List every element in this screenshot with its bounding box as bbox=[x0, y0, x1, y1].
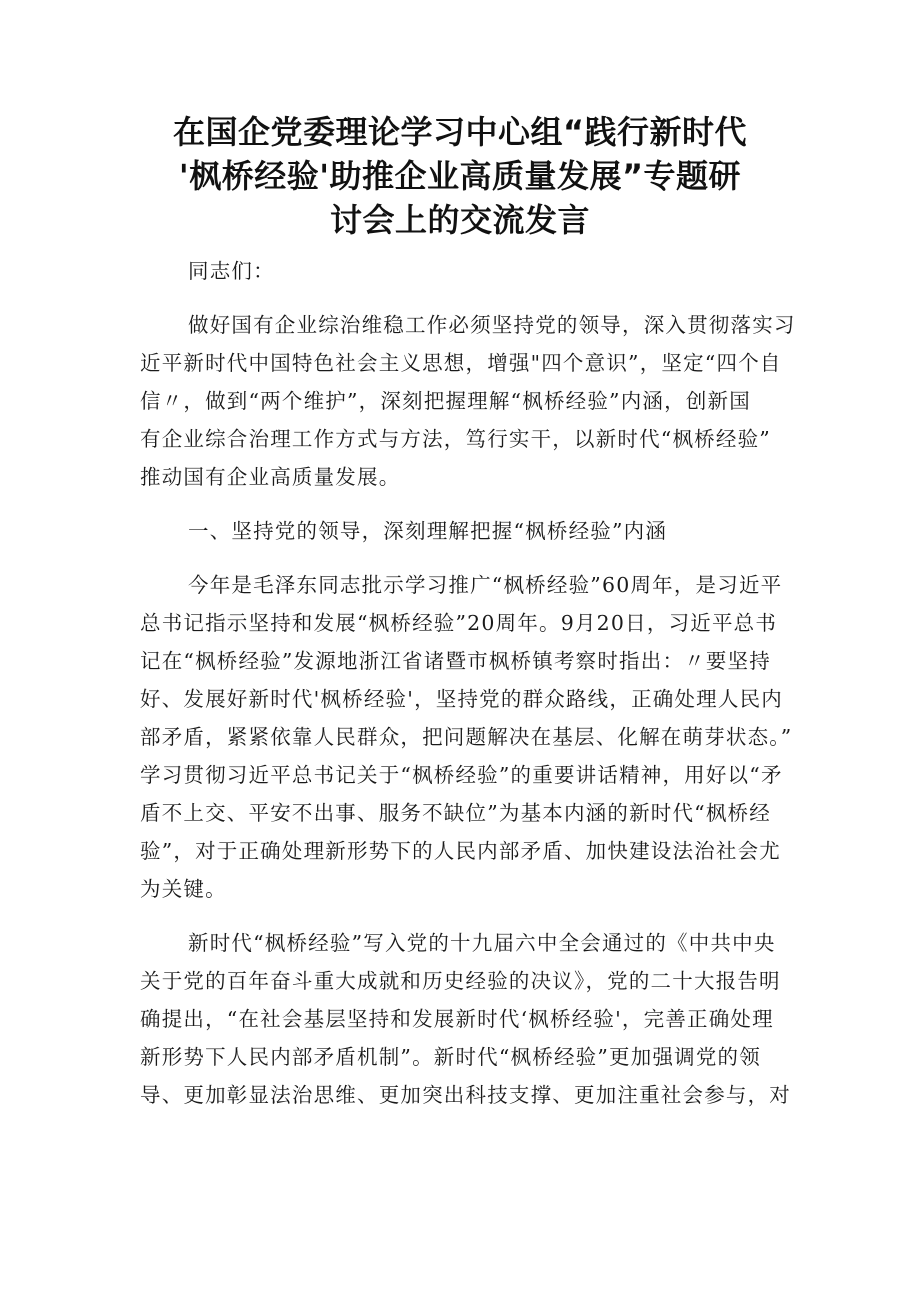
paragraph-line: 学习贯彻习近平总书记关于“枫桥经验”的重要讲话精神，用好以“矛 bbox=[140, 763, 783, 787]
paragraph-line: 为关键。 bbox=[140, 877, 227, 901]
paragraph-line: 关于党的百年奋斗重大成就和历史经验的决议》，党的二十大报告明 bbox=[140, 969, 781, 993]
paragraph-new-era bbox=[140, 924, 800, 1114]
paragraph-intro bbox=[140, 306, 800, 496]
title-line: 在国企党委理论学习中心组“践行新时代 bbox=[172, 113, 748, 151]
paragraph-line: 部矛盾，紧紧依靠人民群众，把问题解决在基层、化解在萌芽状态。” bbox=[140, 725, 793, 749]
section-heading-text: 一、坚持党的领导，深刻理解把握“枫桥经验”内涵 bbox=[188, 519, 668, 543]
title-line: 讨会上的交流发言 bbox=[329, 201, 590, 239]
paragraph-line: 新时代“枫桥经验”写入党的十九届六中全会通过的《中共中央 bbox=[188, 931, 776, 955]
paragraph-line: 导、更加彰显法治思维、更加突出科技支撑、更加注重社会参与，对 bbox=[140, 1083, 791, 1107]
paragraph-line: 验”，对于正确处理新形势下的人民内部矛盾、加快建设法治社会尤 bbox=[140, 839, 781, 863]
paragraph-line: 总书记指示坚持和发展“枫桥经验”20周年。9月20日，习近平总书 bbox=[140, 611, 778, 635]
paragraph-line: 近平新时代中国特色社会主义思想，增强"四个意识”，坚定“四个自 bbox=[140, 351, 782, 375]
paragraph-line: 盾不上交、平安不出事、服务不缺位”为基本内涵的新时代“枫桥经 bbox=[140, 801, 771, 825]
paragraph-line: 信〃，做到“两个维护”，深刻把握理解“枫桥经验”内涵，创新国 bbox=[140, 389, 751, 413]
paragraph-line: 好、发展好新时代'枫桥经验'，坚持党的群众路线，正确处理人民内 bbox=[140, 687, 783, 711]
paragraph-anniversary bbox=[140, 566, 800, 908]
salutation: 同志们： bbox=[188, 259, 275, 283]
paragraph-line: 今年是毛泽东同志批示学习推广“枫桥经验”60周年，是习近平 bbox=[188, 573, 783, 597]
paragraph-line: 记在“枫桥经验”发源地浙江省诸暨市枫桥镇考察时指出：〃要坚持 bbox=[140, 649, 771, 673]
paragraph-line: 确提出，“在社会基层坚持和发展新时代‘枫桥经验'，完善正确处理 bbox=[140, 1007, 774, 1031]
document-body bbox=[140, 252, 800, 1114]
title-line: '枫桥经验'助推企业高质量发展”专题研 bbox=[178, 157, 742, 195]
paragraph-line: 推动国有企业高质量发展。 bbox=[140, 465, 401, 489]
section-heading bbox=[140, 512, 800, 550]
paragraph-line: 有企业综合治理工作方式与方法，笃行实干，以新时代“枫桥经验” bbox=[140, 427, 771, 451]
paragraph-line: 做好国有企业综治维稳工作必须坚持党的领导，深入贯彻落实习 bbox=[188, 313, 796, 337]
document-title bbox=[130, 110, 790, 242]
paragraph-line: 新形势下人民内部矛盾机制”。新时代“枫桥经验”更加强调党的领 bbox=[140, 1045, 761, 1069]
